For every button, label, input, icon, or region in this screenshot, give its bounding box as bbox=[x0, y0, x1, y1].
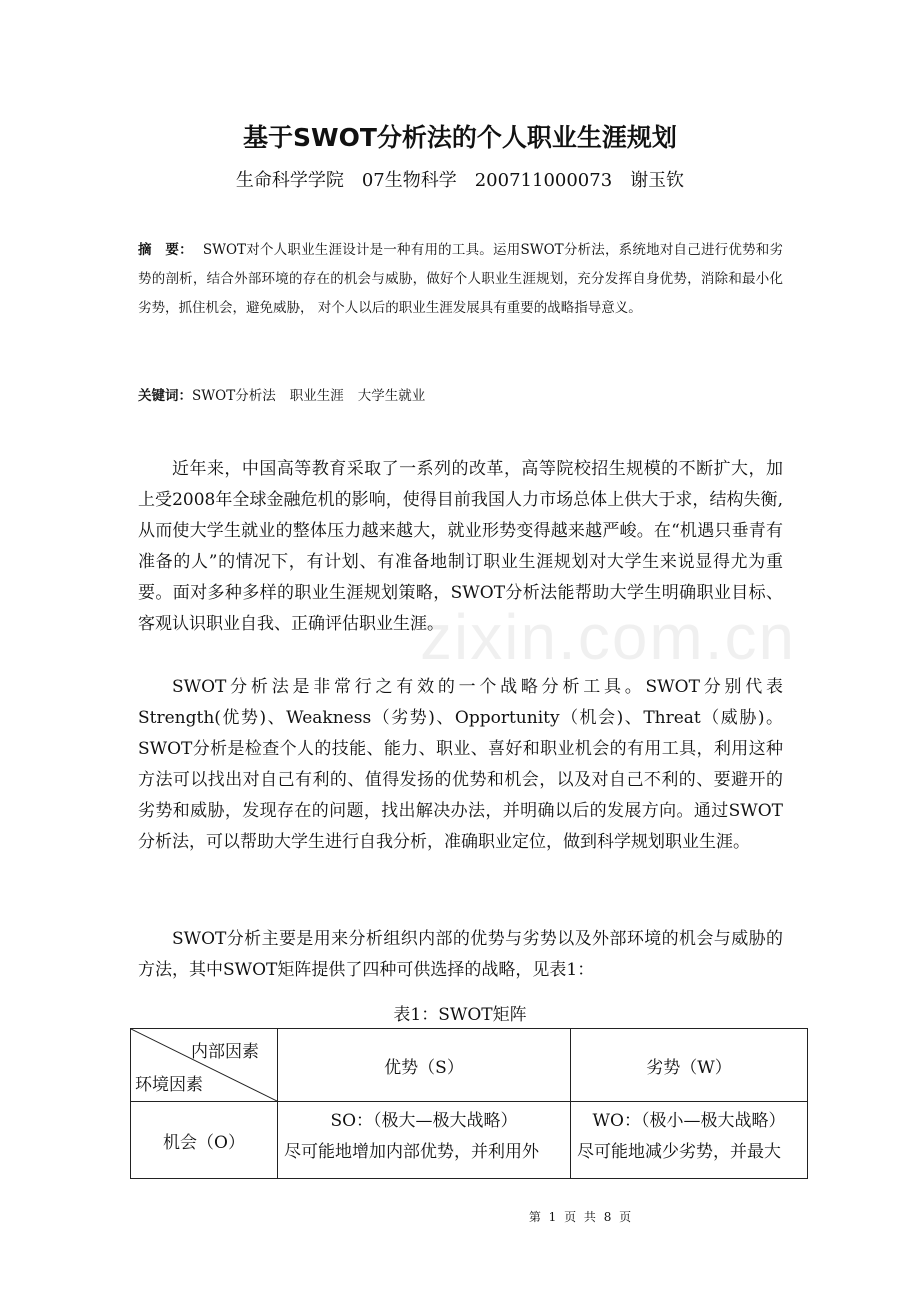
so-strategy: SO：（极大—极大战略） bbox=[330, 1111, 518, 1131]
table-header-row bbox=[131, 1029, 808, 1102]
corner-cell bbox=[131, 1029, 278, 1102]
abstract-text: SWOT对个人职业生涯设计是一种有用的工具。运用SWOT分析法，系统地对自己进行优势和劣势的剖析，结合外部环境的存在的机会与威胁，做好个人职业生涯规划，充分发挥自身优势，消除和最小化劣势，抓住机会，避免威胁， 对个人以后的职业生涯发展具有重要的战略指导意义。 bbox=[138, 242, 783, 316]
keyword-item: SWOT分析法 bbox=[192, 388, 276, 404]
so-description: 尽可能地增加内部优势，并利用外 bbox=[284, 1142, 539, 1162]
keywords-label: 关键词： bbox=[138, 388, 192, 404]
body-paragraph: SWOT分析主要是用来分析组织内部的优势与劣势以及外部环境的机会与威胁的方法，其中SWOT矩阵提供了四种可供选择的战略，见表1： bbox=[138, 929, 783, 980]
table-row bbox=[131, 1102, 808, 1179]
wo-description: 尽可能地减少劣势，并最大 bbox=[577, 1142, 781, 1162]
column-header-strengths: 优势（S） bbox=[278, 1029, 571, 1102]
page-footer: 第 1 页 共 8 页 bbox=[528, 1210, 632, 1224]
so-cell bbox=[278, 1102, 571, 1179]
corner-bottom-label: 环境因素 bbox=[135, 1075, 203, 1095]
body-paragraph: 近年来，中国高等教育采取了一系列的改革，高等院校招生规模的不断扩大，加上受2008年全球金融危机的影响，使得目前我国人力市场总体上供大于求，结构失衡,从而使大学生就业的整体压力越来越大，就业形势变得越来越严峻。在“机遇只垂青有准备的人”的情况下，有计划、有准备地制订职业生涯规划对大学生来说显得尤为重要。面对多种多样的职业生涯规划策略，SWOT分析法能帮助大学生明确职业目标、客观认识职业自我、正确评估职业生涯。 bbox=[138, 459, 783, 634]
keyword-item: 职业生涯 bbox=[289, 388, 344, 404]
author-line: 生命科学学院 07生物科学 200711000073 谢玉钦 bbox=[235, 170, 685, 191]
row-header-opportunities: 机会（O） bbox=[131, 1102, 278, 1179]
corner-top-label: 内部因素 bbox=[191, 1042, 259, 1062]
keywords bbox=[138, 384, 439, 404]
watermark: zixin.com.cn bbox=[420, 601, 797, 673]
body-paragraph: SWOT分析法是非常行之有效的一个战略分析工具。SWOT分别代表Strength(优势)、Weakness（劣势)、Opportunity（机会)、Threat（威胁)。SWOT分析是检查个人的技能、能力、职业、喜好和职业机会的有用工具，利用这种方法可以找出对自己有利的、值得发扬的优势和机会，以及对自己不利的、要避开的劣势和威胁，发现存在的问题，找出解决办法，并明确以后的发展方向。通过SWOT分析法，可以帮助大学生进行自我分析，准确职业定位，做到科学规划职业生涯。 bbox=[138, 677, 783, 852]
abstract bbox=[138, 236, 783, 323]
abstract-label: 摘 要： bbox=[138, 242, 193, 258]
wo-cell bbox=[571, 1102, 808, 1179]
swot-matrix-table bbox=[130, 1028, 808, 1179]
column-header-weaknesses: 劣势（W） bbox=[571, 1029, 808, 1102]
wo-strategy: WO：（极小—极大战略） bbox=[592, 1111, 786, 1131]
table-caption: 表1：SWOT矩阵 bbox=[393, 1005, 527, 1025]
document-title: 基于SWOT分析法的个人职业生涯规划 bbox=[243, 123, 677, 152]
keyword-item: 大学生就业 bbox=[357, 388, 426, 404]
